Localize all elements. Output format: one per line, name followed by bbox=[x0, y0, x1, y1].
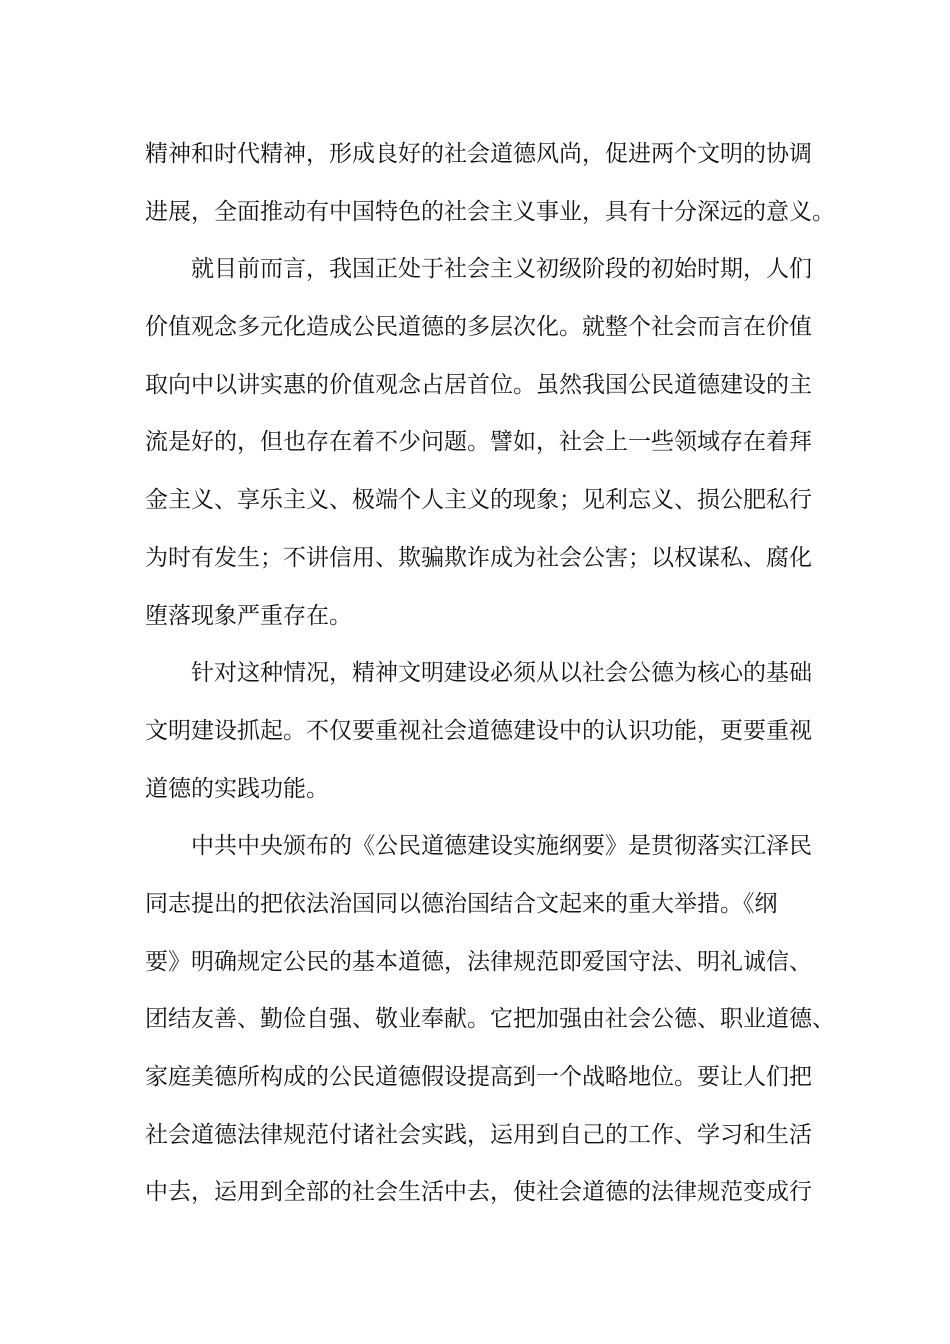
text-line: 要》明确规定公民的基本道德，法律规范即爱国守法、明礼诚信、 bbox=[145, 948, 812, 975]
text-line: 价值观念多元化造成公民道德的多层次化。就整个社会而言在价值 bbox=[145, 314, 812, 341]
text-line: 团结友善、勤俭自强、敬业奉献。它把加强由社会公德、职业道德、 bbox=[145, 1006, 835, 1033]
text-line: 金主义、享乐主义、极端个人主义的现象；见利忘义、损公肥私行 bbox=[145, 487, 812, 514]
text-line: 精神和时代精神，形成良好的社会道德风尚，促进两个文明的协调 bbox=[145, 141, 812, 167]
text-line: 流是好的，但也存在着不少问题。譬如，社会上一些领域存在着拜 bbox=[145, 429, 812, 456]
text-line-indented: 针对这种情况，精神文明建设必须从以社会公德为核心的基础 bbox=[191, 660, 812, 687]
text-line: 道德的实践功能。 bbox=[145, 775, 329, 802]
text-line: 中去，运用到全部的社会生活中去，使社会道德的法律规范变成行 bbox=[145, 1179, 812, 1206]
text-line: 取向中以讲实惠的价值观念占居首位。虽然我国公民道德建设的主 bbox=[145, 371, 812, 398]
text-line-indented: 就目前而言，我国正处于社会主义初级阶段的初始时期，人们 bbox=[191, 256, 812, 283]
text-line: 家庭美德所构成的公民道德假设提高到一个战略地位。要让人们把 bbox=[145, 1064, 812, 1090]
text-line: 同志提出的把依法治国同以德治国结合文起来的重大举措。《纲 bbox=[145, 890, 778, 917]
text-line: 社会道德法律规范付诸社会实践，运用到自己的工作、学习和生活 bbox=[145, 1121, 812, 1148]
text-line: 为时有发生；不讲信用、欺骗欺诈成为社会公害；以权谋私、腐化 bbox=[145, 544, 812, 571]
body-text bbox=[145, 128, 835, 1224]
text-line: 进展，全面推动有中国特色的社会主义事业，具有十分深远的意义。 bbox=[145, 198, 835, 225]
text-line-indented: 中共中央颁布的《公民道德建设实施纲要》是贯彻落实江泽民 bbox=[191, 833, 812, 860]
text-line: 堕落现象严重存在。 bbox=[145, 602, 352, 629]
text-line: 文明建设抓起。不仅要重视社会道德建设中的认识功能，更要重视 bbox=[145, 717, 812, 744]
